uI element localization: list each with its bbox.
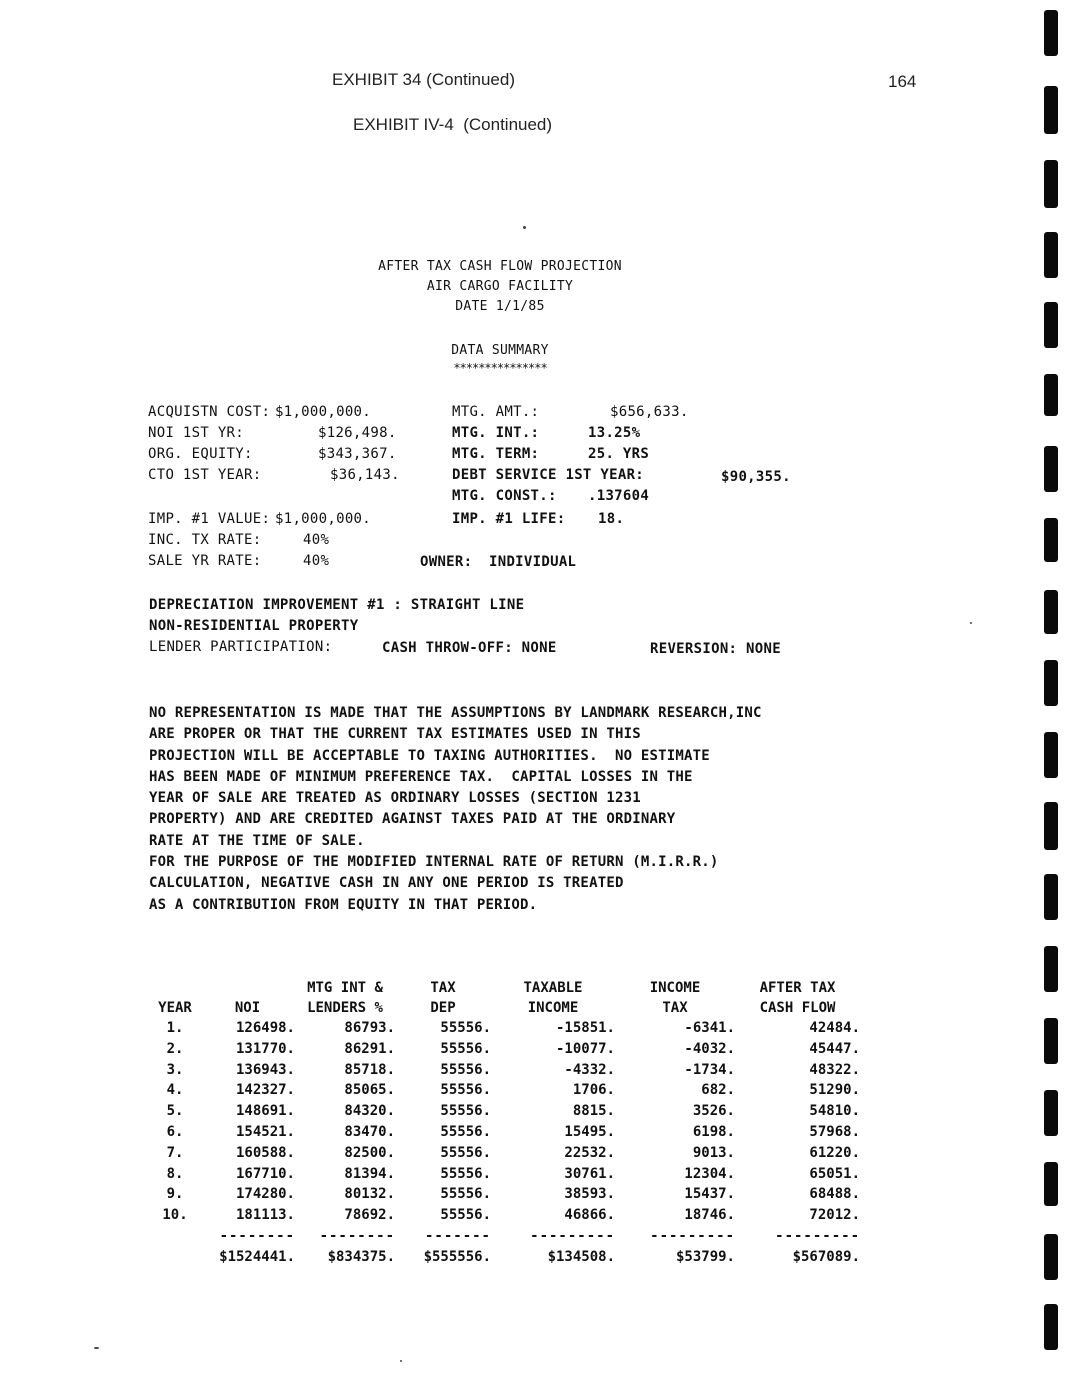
col-header: YEAR (158, 1000, 192, 1016)
cell-tax-dep: 55556. (440, 1103, 491, 1120)
mtg-const-value: .137604 (588, 488, 650, 504)
acquisition-cost-value: $1,000,000. (275, 404, 372, 420)
cell-income-tax: 9013. (692, 1144, 735, 1161)
inc-tax-rate-label: INC. TX RATE: (148, 532, 262, 548)
cell-year: 5. (166, 1103, 184, 1120)
cell-tax-dep: 55556. (440, 1207, 491, 1224)
binder-mark (1044, 86, 1058, 134)
table-row (150, 1122, 860, 1143)
col-header (150, 978, 200, 998)
imp-life-value: 18. (598, 511, 625, 527)
cell-tax-dep: 55556. (440, 1186, 491, 1203)
cell-after-tax-cash-flow: 51290. (809, 1082, 860, 1099)
cell-after-tax-cash-flow: 45447. (809, 1040, 860, 1057)
col-header: LENDERS % (307, 1000, 383, 1016)
cell-tax-dep: 55556. (440, 1082, 491, 1099)
cell-mtg-int-lenders: 84320. (344, 1103, 395, 1120)
lender-participation-label: LENDER PARTICIPATION: (149, 639, 333, 655)
cell-year: 8. (166, 1165, 184, 1182)
table-row (150, 1143, 860, 1164)
cell-income-tax: 18746. (684, 1207, 735, 1224)
property-type: NON-RESIDENTIAL PROPERTY (149, 618, 359, 634)
cell-mtg-int-lenders: 83470. (344, 1123, 395, 1140)
cell-noi: 181113. (235, 1207, 295, 1224)
cell-taxable-income: --------- (530, 1227, 615, 1244)
table-row (150, 1205, 860, 1226)
cell-noi: 148691. (235, 1103, 295, 1120)
acquisition-cost-label: ACQUISTN COST: (148, 404, 271, 420)
cell-taxable-income: 15495. (564, 1123, 615, 1140)
cell-mtg-int-lenders: 81394. (344, 1165, 395, 1182)
cell-income-tax: -6341. (684, 1020, 735, 1036)
cell-tax-dep: 55556. (440, 1040, 491, 1057)
cell-income-tax: 12304. (684, 1165, 735, 1182)
disclaimer-line: PROPERTY) AND ARE CREDITED AGAINST TAXES PAID AT THE ORDINARY (149, 811, 676, 828)
table-row (150, 1060, 860, 1081)
table-total-row (150, 1247, 860, 1268)
col-header: TAX (662, 1000, 688, 1016)
binder-mark (1044, 732, 1058, 778)
mtg-const-label: MTG. CONST.: (452, 488, 557, 504)
binder-mark (1044, 1304, 1058, 1350)
binder-mark (1044, 1090, 1058, 1136)
cell-taxable-income: 38593. (564, 1186, 615, 1203)
cell-income-tax: 682. (701, 1082, 735, 1099)
imp-life-label: IMP. #1 LIFE: (452, 511, 566, 527)
disclaimer-line: HAS BEEN MADE OF MINIMUM PREFERENCE TAX. CAPITAL LOSSES IN THE (149, 768, 693, 785)
binder-mark (1044, 802, 1058, 850)
noi-value: $126,498. (318, 425, 397, 441)
cell-after-tax-cash-flow: 48322. (809, 1061, 860, 1078)
cell-after-tax-cash-flow: 57968. (809, 1123, 860, 1140)
header-row-bottom (150, 998, 860, 1018)
cell-mtg-int-lenders: 85065. (344, 1082, 395, 1099)
cell-mtg-int-lenders: 82500. (344, 1144, 395, 1161)
cell-taxable-income: -4332. (564, 1061, 615, 1078)
binder-mark (1044, 1018, 1058, 1064)
cell-after-tax-cash-flow: --------- (775, 1227, 860, 1244)
binder-mark (1044, 10, 1058, 56)
disclaimer-line: NO REPRESENTATION IS MADE THAT THE ASSUMPTIONS BY LANDMARK RESEARCH,INC (149, 705, 762, 721)
cell-noi: 167710. (235, 1165, 295, 1182)
binder-mark (1044, 374, 1058, 416)
section-title: DATA SUMMARY (451, 343, 549, 358)
mtg-term-value: 25. YRS (588, 446, 650, 462)
cell-taxable-income: 1706. (572, 1082, 615, 1099)
disclaimer-line: FOR THE PURPOSE OF THE MODIFIED INTERNAL RATE OF RETURN (M.I.R.R.) (149, 854, 719, 871)
binder-mark (1044, 518, 1058, 562)
noi-label: NOI 1ST YR: (148, 425, 245, 441)
binder-mark (1044, 446, 1058, 492)
mtg-amt-value: $656,633. (610, 404, 689, 420)
disclaimer-line: PROJECTION WILL BE ACCEPTABLE TO TAXING AUTHORITIES. NO ESTIMATE (149, 747, 710, 764)
cell-income-tax: -1734. (684, 1061, 735, 1078)
binder-mark (1044, 1234, 1058, 1280)
binder-mark (1044, 946, 1058, 992)
col-header (200, 978, 295, 998)
cell-year (150, 1247, 200, 1268)
cell-taxable-income: 46866. (564, 1207, 615, 1224)
cell-year: 2. (166, 1040, 184, 1057)
col-header: INCOME (649, 980, 701, 996)
cell-income-tax: 6198. (692, 1123, 735, 1140)
cell-year: 7. (166, 1144, 184, 1161)
cell-year (150, 1226, 200, 1247)
cell-mtg-int-lenders: 86793. (344, 1020, 395, 1036)
binder-mark (1044, 302, 1058, 348)
cell-after-tax-cash-flow: 61220. (809, 1144, 860, 1161)
col-header: TAX (430, 980, 456, 996)
exhibit-title: EXHIBIT 34 (Continued) (332, 70, 515, 89)
cell-taxable-income: 30761. (564, 1165, 615, 1182)
cell-after-tax-cash-flow: 72012. (809, 1207, 860, 1224)
owner-value: INDIVIDUAL (489, 554, 577, 570)
table-row (150, 1101, 860, 1122)
imp-value-value: $1,000,000. (275, 511, 372, 527)
cell-tax-dep: 55556. (440, 1144, 491, 1161)
owner-label: OWNER: (420, 554, 473, 570)
cell-noi: 142327. (235, 1082, 295, 1099)
report-facility: AIR CARGO FACILITY (426, 279, 574, 294)
disclaimer-line: AS A CONTRIBUTION FROM EQUITY IN THAT PERIOD. (149, 896, 538, 913)
table-row (150, 1018, 860, 1039)
cell-after-tax-cash-flow: 65051. (809, 1165, 860, 1182)
cell-year: 1. (166, 1020, 184, 1036)
disclaimer (149, 703, 879, 916)
col-header: AFTER TAX (759, 980, 836, 996)
table-row (150, 1039, 860, 1060)
cell-tax-dep: $555556. (423, 1248, 491, 1265)
cell-mtg-int-lenders: -------- (319, 1227, 395, 1244)
cell-tax-dep: ------- (424, 1227, 491, 1244)
cell-after-tax-cash-flow: 42484. (809, 1020, 860, 1036)
disclaimer-line: YEAR OF SALE ARE TREATED AS ORDINARY LOSSES (SECTION 1231 (149, 790, 641, 807)
debt-service-label: DEBT SERVICE 1ST YEAR: (452, 467, 645, 483)
binder-mark (1044, 1162, 1058, 1206)
cell-tax-dep: 55556. (440, 1020, 491, 1036)
cto-value: $36,143. (330, 467, 400, 483)
mtg-term-label: MTG. TERM: (452, 446, 540, 462)
cell-noi: -------- (219, 1227, 295, 1244)
mtg-amt-label: MTG. AMT.: (452, 404, 540, 420)
cell-taxable-income: $134508. (547, 1248, 615, 1265)
imp-value-label: IMP. #1 VALUE: (148, 511, 271, 527)
cell-year: 10. (162, 1207, 188, 1224)
cell-noi: 174280. (235, 1186, 295, 1203)
cell-income-tax: -4032. (684, 1040, 735, 1057)
cell-income-tax: 15437. (684, 1186, 735, 1203)
cell-noi: 160588. (235, 1144, 295, 1161)
binder-mark (1044, 232, 1058, 278)
cell-mtg-int-lenders: 80132. (344, 1186, 395, 1203)
equity-label: ORG. EQUITY: (148, 446, 253, 462)
mtg-int-value: 13.25% (588, 425, 641, 441)
binder-mark (1044, 160, 1058, 208)
binder-mark (1044, 590, 1058, 634)
cell-taxable-income: 22532. (564, 1144, 615, 1161)
cell-year: 4. (166, 1082, 184, 1099)
cell-noi: 154521. (235, 1123, 295, 1140)
col-header: DEP (430, 1000, 456, 1016)
cell-noi: 136943. (235, 1061, 295, 1078)
inc-tax-rate-value: 40% (303, 532, 330, 548)
cell-tax-dep: 55556. (440, 1123, 491, 1140)
cell-income-tax: 3526. (692, 1103, 735, 1120)
report-date: DATE 1/1/85 (455, 299, 545, 314)
cell-taxable-income: -10077. (555, 1040, 615, 1057)
disclaimer-line: RATE AT THE TIME OF SALE. (149, 832, 365, 849)
section-rule: *************** (453, 361, 547, 375)
cell-taxable-income: 8815. (572, 1103, 615, 1120)
cell-noi: $1524441. (219, 1248, 295, 1265)
col-header: NOI (234, 1000, 261, 1016)
binder-mark (1044, 660, 1058, 706)
cell-mtg-int-lenders: 85718. (344, 1061, 395, 1078)
cell-year: 3. (166, 1061, 184, 1078)
sale-rate-label: SALE YR RATE: (148, 553, 262, 569)
col-header: INCOME (527, 1000, 579, 1016)
cell-mtg-int-lenders: 78692. (344, 1207, 395, 1224)
scan-speck (970, 622, 972, 624)
page-number: 164 (888, 72, 917, 91)
table-separator (150, 1226, 860, 1247)
col-header: MTG INT & (307, 980, 383, 996)
col-header: TAXABLE (523, 980, 583, 996)
table-row (150, 1164, 860, 1185)
depreciation-line: DEPRECIATION IMPROVEMENT #1 : STRAIGHT LINE (149, 597, 525, 613)
cell-year: 9. (166, 1186, 184, 1203)
disclaimer-line: CALCULATION, NEGATIVE CASH IN ANY ONE PERIOD IS TREATED (149, 875, 624, 892)
cell-tax-dep: 55556. (440, 1165, 491, 1182)
equity-value: $343,367. (318, 446, 397, 462)
cell-taxable-income: -15851. (555, 1020, 615, 1036)
header-row-top (150, 978, 860, 998)
cell-noi: 126498. (235, 1020, 295, 1036)
cell-mtg-int-lenders: 86291. (344, 1040, 395, 1057)
report-title: AFTER TAX CASH FLOW PROJECTION (378, 259, 622, 274)
cell-noi: 131770. (235, 1040, 295, 1057)
cash-throw-off: CASH THROW-OFF: NONE (382, 640, 557, 656)
scan-speck (400, 1360, 402, 1362)
cell-year: 6. (166, 1123, 184, 1140)
cell-after-tax-cash-flow: $567089. (792, 1248, 860, 1265)
binder-mark (1044, 874, 1058, 920)
exhibit-subtitle: EXHIBIT IV-4 (Continued) (353, 115, 553, 134)
cell-income-tax: $53799. (675, 1248, 735, 1265)
debt-service-value: $90,355. (721, 469, 791, 485)
disclaimer-line: ARE PROPER OR THAT THE CURRENT TAX ESTIMATES USED IN THIS (149, 726, 641, 743)
cto-label: CTO 1ST YEAR: (148, 467, 262, 483)
sale-rate-value: 40% (303, 553, 330, 569)
scan-speck (523, 226, 526, 229)
cell-tax-dep: 55556. (440, 1061, 491, 1078)
cell-after-tax-cash-flow: 68488. (809, 1186, 860, 1203)
table-row (150, 1184, 860, 1205)
table-row (150, 1080, 860, 1101)
cell-income-tax: --------- (650, 1227, 735, 1244)
cash-flow-table (150, 978, 860, 1268)
mtg-int-label: MTG. INT.: (452, 425, 540, 441)
scan-speck (94, 1347, 99, 1349)
cell-mtg-int-lenders: $834375. (327, 1248, 395, 1265)
reversion: REVERSION: NONE (650, 641, 781, 657)
col-header: CASH FLOW (759, 1000, 836, 1016)
cell-after-tax-cash-flow: 54810. (809, 1103, 860, 1120)
